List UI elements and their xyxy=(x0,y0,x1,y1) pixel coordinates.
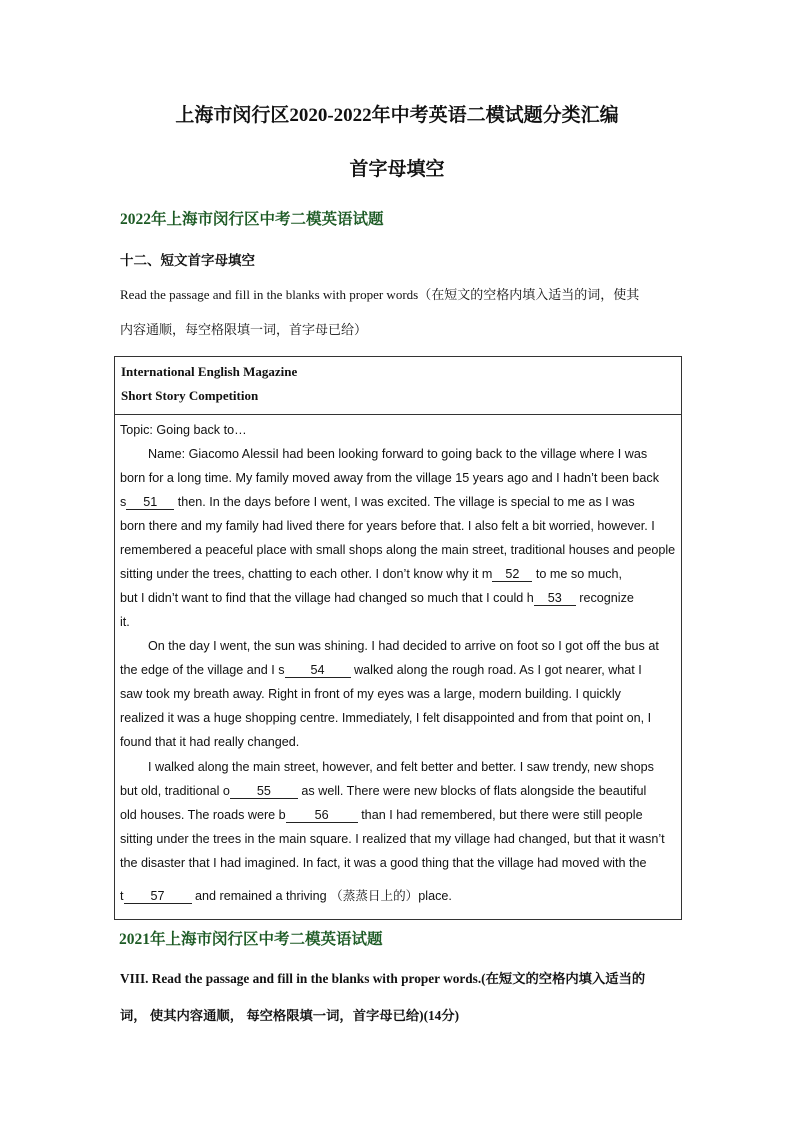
blank-57[interactable]: 57 xyxy=(124,889,192,904)
passage-text: but I didn’t want to find that the village had changed so much that I could h xyxy=(120,591,534,605)
page-title: 上海市闵行区2020-2022年中考英语二模试题分类汇编 xyxy=(175,105,619,126)
page-subtitle: 首字母填空 xyxy=(349,159,445,180)
passage-text: than I had remembered, but there were still people xyxy=(361,808,643,822)
blank-letter: s xyxy=(120,495,127,509)
passage-line xyxy=(120,591,676,606)
instruction-line-1: Read the passage and fill in the blanks with proper words（在短文的空格内填入适当的词，使其 xyxy=(120,287,640,302)
passage-text: the edge of the village and I s xyxy=(120,663,285,677)
instruction-line-2: 内容通顺，每空格限填一词，首字母已给） xyxy=(120,322,368,337)
section-heading-2022: 2022年上海市闵行区中考二模英语试题 xyxy=(120,211,384,228)
passage-line: born there and my family had lived there for years before that. I also felt a bit worried, however. I xyxy=(120,519,655,533)
passage-line: Name: Giacomo AlessiI had been looking forward to going back to the village where I was xyxy=(148,447,648,461)
passage-line: realized it was a huge shopping centre. Immediately, I felt disappointed and from that point on, I xyxy=(120,711,652,725)
section-2021-instruction-1: VIII. Read the passage and fill in the blanks with proper words.(在短文的空格内填入适当的 xyxy=(120,971,646,986)
passage-line: saw took my breath away. Right in front of my eyes was a large, modern building. I quickly xyxy=(120,687,621,701)
blank-55[interactable]: 55 xyxy=(230,784,298,799)
passage-line: it. xyxy=(120,615,130,629)
part-heading: 十二、短文首字母填空 xyxy=(120,253,255,268)
passage-line xyxy=(120,567,676,582)
passage-text: as well. There were new blocks of flats alongside the beautiful xyxy=(301,784,647,798)
passage-text: to me so much, xyxy=(535,567,623,581)
passage-line: remembered a peaceful place with small shops along the main street, traditional houses and people xyxy=(120,543,676,557)
magazine-name: International English Magazine xyxy=(121,364,298,379)
box-header xyxy=(115,357,681,415)
topic-line: Topic: Going back to… xyxy=(120,423,247,437)
blank-51[interactable]: 51 xyxy=(126,495,174,510)
passage-line xyxy=(120,808,676,823)
section-heading-2021: 2021年上海市闵行区中考二模英语试题 xyxy=(119,931,383,948)
passage-text: and remained a thriving （蒸蒸日上的）place. xyxy=(195,889,452,903)
passage-line: found that it had really changed. xyxy=(120,735,300,749)
blank-54[interactable]: 54 xyxy=(285,663,351,678)
passage-line xyxy=(120,784,676,799)
passage-text: walked along the rough road. As I got nearer, what I xyxy=(354,663,642,677)
passage-line xyxy=(120,495,676,510)
competition-name: Short Story Competition xyxy=(121,388,259,403)
blank-56[interactable]: 56 xyxy=(286,808,358,823)
passage-line: On the day I went, the sun was shining. I had decided to arrive on foot so I got off the bus at xyxy=(148,639,659,653)
passage-text: old houses. The roads were b xyxy=(120,808,286,822)
passage-line: born for a long time. My family moved away from the village 15 years ago and I hadn’t been back xyxy=(120,471,660,485)
passage-line: I walked along the main street, however, and felt better and better. I saw trendy, new shops xyxy=(148,760,654,774)
passage-text: but old, traditional o xyxy=(120,784,230,798)
section-2021-instruction-2: 词， 使其内容通顺， 每空格限填一词，首字母已给)(14分) xyxy=(120,1008,460,1023)
passage-line: the disaster that I had imagined. In fact, it was a good thing that the village had moved with the xyxy=(120,856,647,870)
blank-52[interactable]: 52 xyxy=(492,567,532,582)
passage-line xyxy=(120,663,676,678)
passage-text: sitting under the trees, chatting to each other. I don’t know why it m xyxy=(120,567,493,581)
passage-line: sitting under the trees in the main square. I realized that my village had changed, but that it wasn’t xyxy=(120,832,665,846)
passage-line xyxy=(120,885,676,904)
blank-letter: t xyxy=(120,889,124,903)
passage-text: recognize xyxy=(579,591,634,605)
blank-53[interactable]: 53 xyxy=(534,591,576,606)
passage-text: then. In the days before I went, I was excited. The village is special to me as I was xyxy=(177,495,635,509)
